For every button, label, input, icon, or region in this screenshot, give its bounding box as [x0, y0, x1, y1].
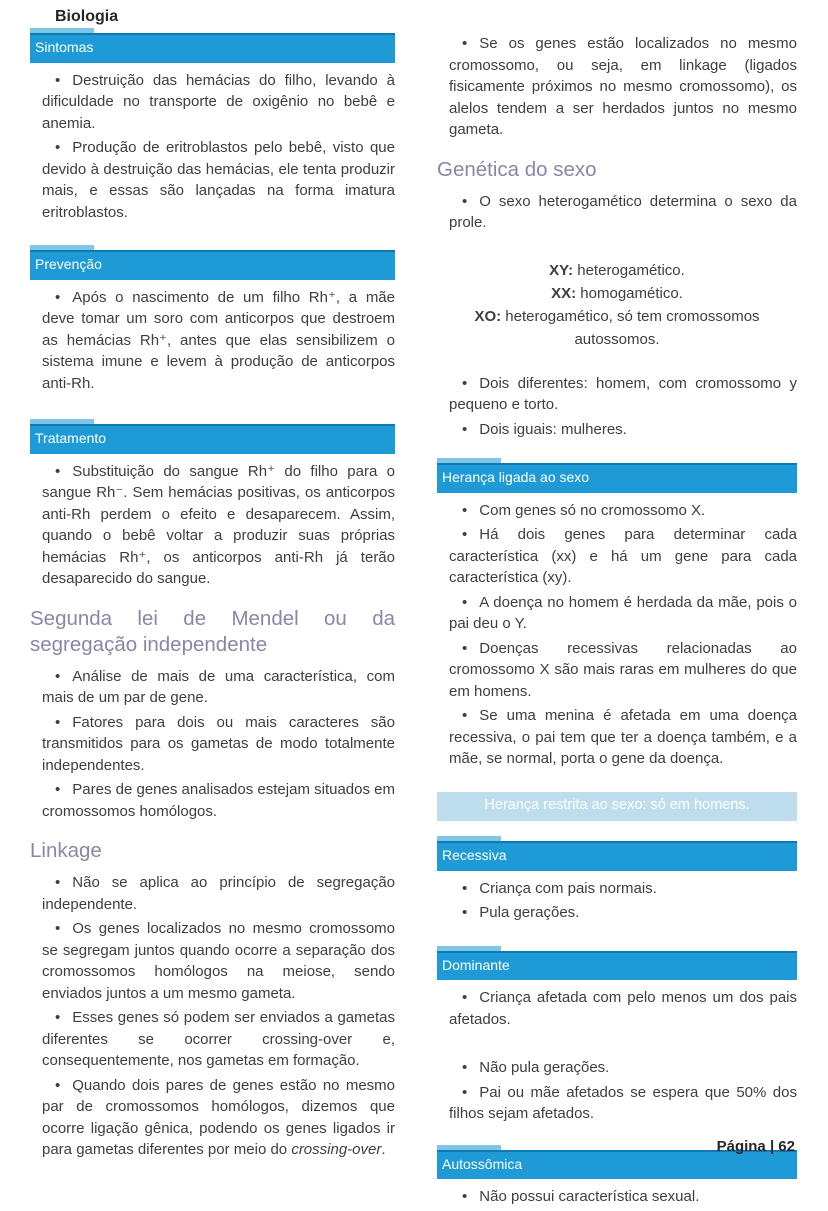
section-header-bar: Autossômica — [437, 1150, 797, 1180]
bullet-item: • Substituição do sangue Rh⁺ do filho para o sangue Rh⁻. Sem hemácias positivas, os anticorpos anti-Rh perdem o efeito e desaparecem. Assim, quando o bebê voltar a produzir suas próprias hemácias Rh⁺, os anticorpos anti-Rh já terão desaparecido do sangue. — [42, 462, 395, 587]
spacer — [437, 1033, 797, 1057]
spacer — [437, 351, 797, 373]
centered-line: XY: heterogamético. — [549, 261, 685, 279]
bullet-item: • Não possui característica sexual. — [462, 1188, 700, 1205]
bullet-item: • Esses genes só podem ser enviados a gametas diferentes se ocorrer crossing-over e, consequentemente, nos gametas em formação. — [42, 1009, 395, 1069]
centered-note — [437, 259, 797, 351]
spacer — [437, 443, 797, 449]
section-header-bar: Herança ligada ao sexo — [437, 463, 797, 493]
bullet-item: • Quando dois pares de genes estão no mesmo par de cromossomos homólogos, dizemos que ocorre ligação gênica, podendo os genes ligados ir para gametas diferentes por meio do crossing-over. — [42, 1076, 395, 1158]
bullet-icon: • — [462, 192, 468, 210]
bullet-icon: • — [462, 501, 468, 519]
spacer — [30, 226, 395, 236]
bullet-item: • Se os genes estão localizados no mesmo cromossomo, ou seja, em linkage (ligados fisicamente próximos no mesmo cromossomo), os alelos tendem a ser herdados juntos no mesmo gameta. — [449, 35, 797, 138]
section-header-bar: Recessiva — [437, 841, 797, 871]
bullet-item: • Pares de genes analisados estejam situados em cromossomos homólogos. — [42, 781, 395, 820]
bullet-item: • Há dois genes para determinar cada característica (xx) e há um gene para cada característica (xy). — [449, 526, 797, 586]
bullet-icon: • — [55, 1076, 61, 1094]
bullet-icon: • — [462, 593, 468, 611]
left-column — [30, 33, 395, 1164]
spacer — [437, 927, 797, 937]
bullet-list — [30, 461, 395, 590]
italic-text: crossing-over — [291, 1141, 382, 1158]
bullet-icon: • — [55, 1009, 61, 1026]
spacer — [30, 397, 395, 410]
bold-text: XY: — [549, 261, 574, 279]
section-heading: Genética do sexo — [437, 157, 597, 181]
bullet-item: • Após o nascimento de um filho Rh⁺, a mãe deve tomar um soro com anticorpos que destroem as hemácias Rh⁺, antes que elas sensibilizem o sistema imune e levem à produção de anticorpos anti-Rh. — [42, 288, 395, 392]
bullet-icon: • — [462, 904, 468, 921]
bullet-list — [437, 191, 797, 234]
bullet-list — [437, 500, 797, 770]
bullet-list — [437, 1186, 797, 1208]
section-header-bar: Dominante — [437, 951, 797, 981]
bullet-icon: • — [462, 374, 468, 392]
bullet-list — [437, 987, 797, 1030]
bullet-icon: • — [462, 35, 468, 52]
page-number: Página | 62 — [716, 1138, 795, 1155]
bullet-item: • Pula gerações. — [462, 904, 580, 921]
bullet-item: • Não se aplica ao princípio de segregação independente. — [42, 874, 395, 913]
section-header-bar: Prevenção — [30, 250, 395, 280]
bullet-item: • Doenças recessivas relacionadas ao cromossomo X são mais raras em mulheres do que em homens. — [449, 639, 797, 700]
bullet-icon: • — [55, 71, 61, 89]
centered-line: XO: heterogamético, só tem cromossomos autossomos. — [474, 307, 760, 348]
bullet-list — [437, 878, 797, 924]
bullet-icon: • — [55, 139, 61, 156]
bullet-icon: • — [462, 639, 468, 657]
bullet-item: • O sexo heterogamético determina o sexo da prole. — [449, 192, 797, 231]
bullet-icon: • — [462, 879, 468, 897]
section-heading: Segunda lei de Mendel ou da segregação independente — [30, 606, 395, 656]
bullet-icon: • — [462, 1059, 468, 1076]
bullet-list — [30, 872, 395, 1161]
bullet-icon: • — [55, 462, 61, 480]
bullet-item: • Criança afetada com pelo menos um dos pais afetados. — [449, 989, 797, 1028]
bullet-item: • Dois iguais: mulheres. — [462, 420, 627, 438]
bold-text: XX: — [551, 284, 577, 302]
section-header-bar: Sintomas — [30, 33, 395, 63]
section-header-bar: Tratamento — [30, 424, 395, 454]
bullet-item: • Se uma menina é afetada em uma doença recessiva, o pai tem que ter a doença também, e a mãe, se normal, porta o gene da doença. — [449, 707, 797, 767]
bullet-icon: • — [462, 420, 468, 438]
bullet-item: • Pai ou mãe afetados se espera que 50% dos filhos sejam afetados. — [449, 1083, 797, 1122]
bullet-icon: • — [55, 874, 61, 891]
bullet-list — [30, 666, 395, 823]
bullet-list — [30, 287, 395, 395]
bullet-item: • Destruição das hemácias do filho, levando à dificuldade no transporte de oxigênio no bebê e anemia. — [42, 71, 395, 132]
bullet-item: • A doença no homem é herdada da mãe, pois o pai deu o Y. — [449, 593, 797, 632]
bullet-icon: • — [462, 1083, 468, 1101]
bullet-list — [437, 373, 797, 441]
spacer — [437, 237, 797, 259]
section-heading: Linkage — [30, 839, 102, 862]
bullet-icon: • — [462, 1188, 468, 1205]
bullet-item: • Não pula gerações. — [462, 1059, 610, 1076]
bullet-item: • Os genes localizados no mesmo cromossomo se segregam juntos quando ocorre a separação dos cromossomos homólogos na meiose, sendo enviados juntos a um mesmo gameta. — [42, 920, 395, 1002]
bullet-list — [437, 33, 797, 141]
bullet-item: • Produção de eritroblastos pelo bebê, visto que devido à destruição das hemácias, ele tenta produzir mais, e essas são lançadas na forma imatura eritroblastos. — [42, 139, 395, 221]
bullet-item: • Análise de mais de uma característica, com mais de um par de gene. — [42, 667, 395, 706]
bullet-icon: • — [55, 920, 61, 937]
right-column — [437, 33, 797, 1211]
bullet-icon: • — [462, 989, 468, 1006]
bullet-icon: • — [462, 526, 468, 543]
page-title: Biologia — [55, 8, 119, 25]
highlight-note-bar: Herança restrita ao sexo: só em homens. — [437, 792, 797, 822]
centered-line: XX: homogamético. — [551, 284, 683, 302]
bullet-icon: • — [55, 781, 61, 798]
bullet-icon: • — [55, 667, 61, 685]
bullet-icon: • — [462, 707, 468, 724]
bullet-item: • Com genes só no cromossomo X. — [462, 501, 706, 519]
spacer — [437, 1128, 797, 1136]
bullet-item: • Fatores para dois ou mais caracteres são transmitidos para os gametas de modo totalmente independentes. — [42, 713, 395, 774]
bullet-icon: • — [55, 288, 61, 306]
bullet-list — [30, 70, 395, 224]
bullet-item: • Dois diferentes: homem, com cromossomo y pequeno e torto. — [449, 374, 797, 413]
bullet-list — [437, 1057, 797, 1125]
bullet-icon: • — [55, 713, 61, 731]
bold-text: XO: — [474, 307, 502, 325]
bullet-item: • Criança com pais normais. — [462, 879, 657, 897]
